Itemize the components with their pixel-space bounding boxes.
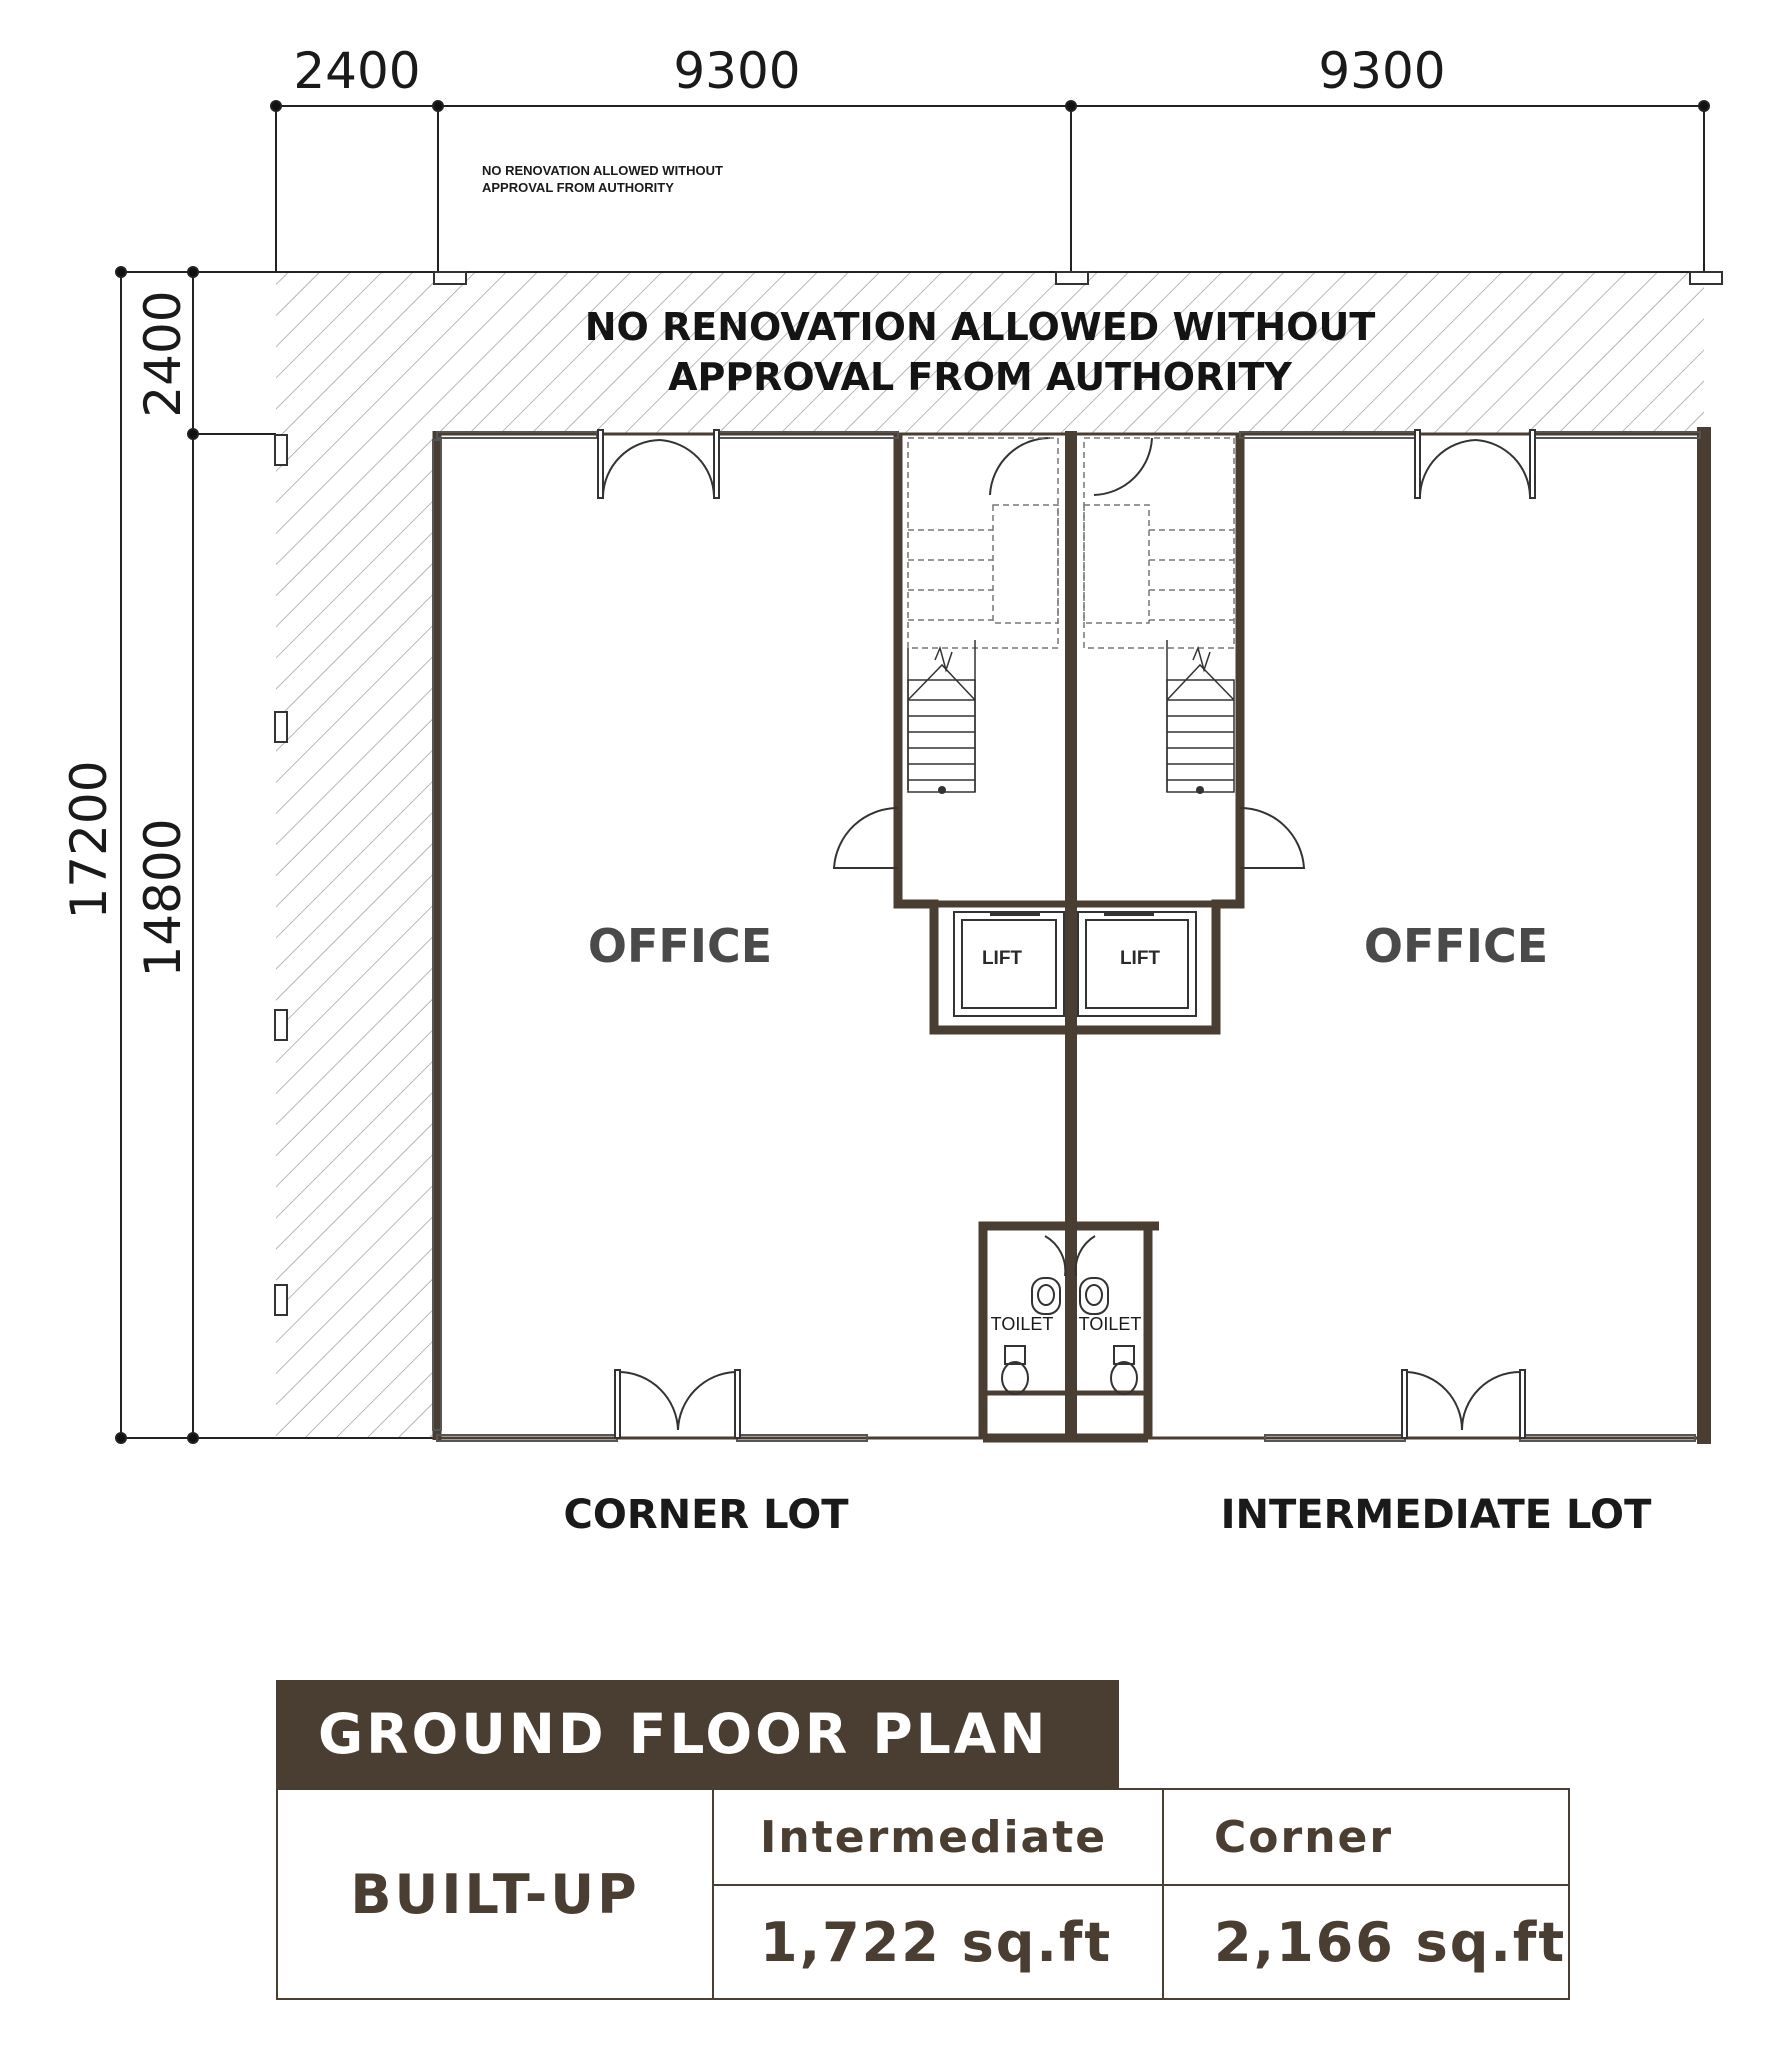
left-lift-label: LIFT bbox=[981, 948, 1023, 969]
corner-lot-label: CORNER LOT bbox=[563, 1492, 849, 1538]
staircase-left bbox=[908, 438, 1058, 794]
left-office-label: OFFICE bbox=[587, 919, 773, 973]
left-toilet-label: TOILET bbox=[990, 1314, 1054, 1334]
intermediate-lot-label: INTERMEDIATE LOT bbox=[1220, 1492, 1652, 1538]
note-big-line1: NO RENOVATION ALLOWED WITHOUT bbox=[584, 305, 1376, 349]
staircase-right bbox=[1084, 438, 1234, 794]
setback-hatch-area bbox=[276, 272, 1704, 1438]
dim-top-setback: 2400 bbox=[293, 42, 421, 100]
intermediate-header: Intermediate bbox=[714, 1790, 1164, 1886]
right-office-label: OFFICE bbox=[1363, 919, 1549, 973]
note-small-line2: APPROVAL FROM AUTHORITY bbox=[482, 180, 674, 195]
dim-building-depth: 14800 bbox=[134, 818, 192, 978]
dim-side-setback: 2400 bbox=[134, 290, 192, 418]
dim-top-left-lot: 9300 bbox=[673, 42, 801, 100]
dim-top-right-lot: 9300 bbox=[1318, 42, 1446, 100]
right-toilet-label: TOILET bbox=[1078, 1314, 1142, 1334]
corner-area-value: 2,166 sq.ft bbox=[1214, 1910, 1567, 1974]
built-up-table bbox=[276, 1788, 1570, 2000]
right-lift-label: LIFT bbox=[1119, 948, 1161, 969]
note-big-line2: APPROVAL FROM AUTHORITY bbox=[668, 355, 1292, 399]
dim-overall-depth: 17200 bbox=[60, 760, 118, 920]
legend-title: GROUND FLOOR PLAN bbox=[276, 1680, 1119, 1788]
corner-header: Corner bbox=[1164, 1790, 1568, 1886]
built-up-label: BUILT-UP bbox=[278, 1790, 714, 1998]
intermediate-area-value: 1,722 sq.ft bbox=[714, 1886, 1164, 1998]
note-small-line1: NO RENOVATION ALLOWED WITHOUT bbox=[482, 163, 723, 178]
